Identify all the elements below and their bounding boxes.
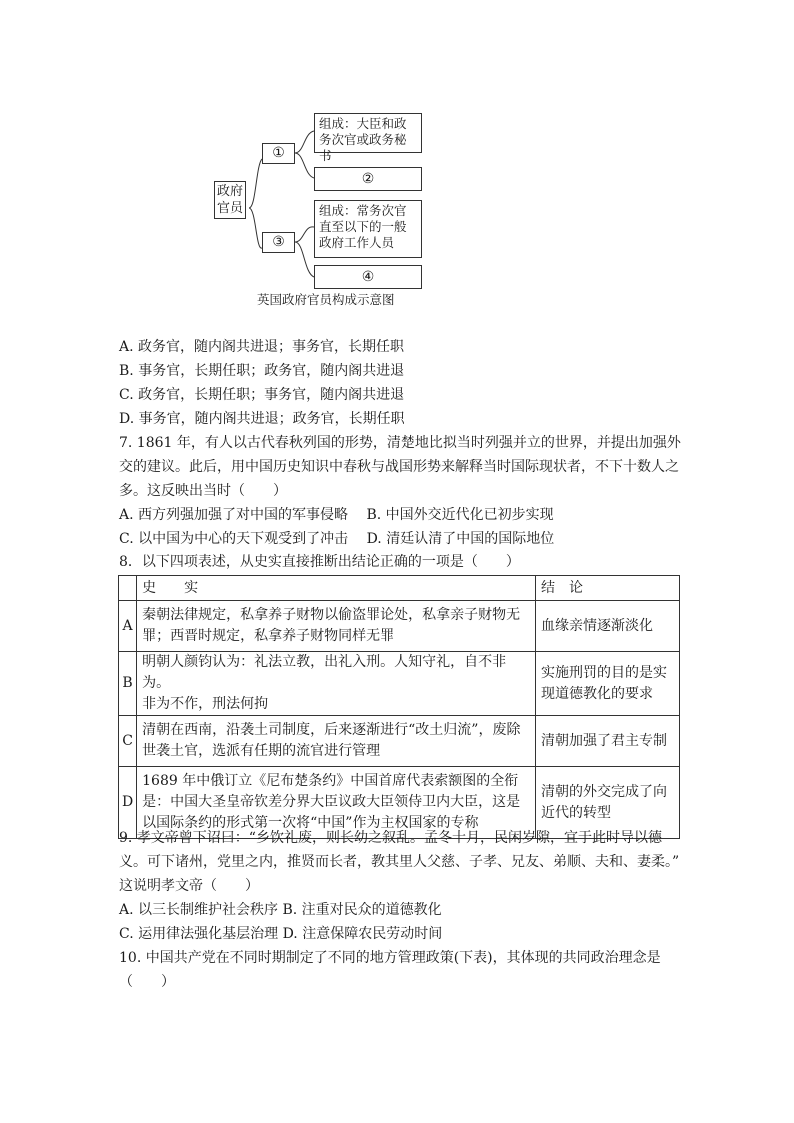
table-row-a <box>119 601 680 652</box>
q8-table-header <box>119 576 680 601</box>
node-2: ② <box>314 167 422 191</box>
fact-line: 非为不作，刑法何拘 <box>142 696 269 712</box>
row-label: D <box>119 767 137 839</box>
fact-line: 是：中国大圣皇帝钦差分界大臣议政大臣领侍卫内大臣，这是 <box>142 794 521 810</box>
q7-stem-line-1: 7. 1861 年，有人以古代春秋列国的形势，清楚地比拟当时列强并立的世界，并提出加强外 <box>119 435 681 451</box>
result-line: 清朝加强了君主专制 <box>540 732 667 749</box>
q6-option-c: C. 政务官，长期任职；事务官，随内阁共进退 <box>119 387 405 403</box>
header-label-cell <box>119 576 137 601</box>
row-result <box>535 601 679 652</box>
q6-option-d: D. 事务官，随内阁共进退；政务官，长期任职 <box>119 411 405 427</box>
fact-line: 明朝人颜钧认为：礼法立教，出礼入刑。人知守礼，自不非为。 <box>142 654 507 691</box>
q9-stem-line-1: 9. 孝文帝曾下诏曰：“乡饮礼废，则长幼之叙乱。孟冬十月，民闲岁隙，宜于此时导以德 <box>119 830 662 846</box>
row-result <box>535 716 679 767</box>
result-line: 实施刑罚的目的是实 <box>540 664 667 681</box>
q7-stem-line-2: 交的建议。此后，用中国历史知识中春秋与战国形势来解释当时国际现状者，不下十数人之 <box>119 459 679 475</box>
node-3: ③ <box>262 232 295 253</box>
q9-options-row-2: C. 运用律法强化基层治理 D. 注意保障农民劳动时间 <box>119 926 443 942</box>
fact-line: 罪；西晋时规定，私拿养子财物同样无罪 <box>142 628 395 644</box>
q9-options-row-1: A. 以三长制维护社会秩序 B. 注重对民众的道德教化 <box>119 902 442 918</box>
header-fact: 史 实 <box>137 576 536 601</box>
result-line: 血缘亲情逐渐淡化 <box>540 617 653 634</box>
table-row-b <box>119 652 680 716</box>
row-label: A <box>119 601 137 652</box>
row-fact <box>137 601 536 652</box>
node-1: ① <box>262 143 295 164</box>
q7-options-row-1: A. 西方列强加强了对中国的军事侵略 B. 中国外交近代化已初步实现 <box>119 507 554 523</box>
node-1-desc: 组成：大臣和政务次官或政务秘书 <box>314 113 422 153</box>
result-line: 现道德教化的要求 <box>540 685 653 702</box>
node-4: ④ <box>314 265 422 289</box>
q6-option-a: A. 政务官，随内阁共进退；事务官，长期任职 <box>119 339 405 355</box>
fact-line: 秦朝法律规定，私拿养子财物以偷盗罪论处，私拿亲子财物无 <box>142 607 521 623</box>
q8-table <box>118 575 680 839</box>
q9-stem-line-2: 义。可下诸州，党里之内，推贤而长者，教其里人父慈、子孝、兄友、弟顺、夫和、妻柔。” <box>119 854 680 870</box>
q8-stem: 8．以下四项表述，从史实直接推断出结论正确的一项是（ ） <box>119 554 520 570</box>
result-line: 清朝的外交完成了向 <box>540 783 667 800</box>
q10-stem-line-1: 10. 中国共产党在不同时期制定了不同的地方管理政策(下表)，其体现的共同政治理念是 <box>119 950 661 966</box>
row-result <box>535 652 679 716</box>
table-row-c <box>119 716 680 767</box>
diagram-caption: 英国政府官员构成示意图 <box>257 292 395 307</box>
row-label: B <box>119 652 137 716</box>
fact-line: 清朝在西南，沿袭土司制度，后来逐渐进行“改土归流”，废除 <box>142 722 521 738</box>
row-fact <box>137 716 536 767</box>
result-line: 近代的转型 <box>540 804 611 821</box>
root-box-government-officials: 政府官员 <box>214 181 246 219</box>
header-result: 结 论 <box>535 576 679 601</box>
q9-stem-line-3: 这说明孝文帝（ ） <box>119 878 259 894</box>
civil-servant-diagram <box>200 105 440 315</box>
row-fact <box>137 652 536 716</box>
q7-options-row-2: C. 以中国为中心的天下观受到了冲击 D. 清廷认清了中国的国际地位 <box>119 531 555 547</box>
fact-line: 世袭土官，选派有任期的流官进行管理 <box>142 743 381 759</box>
q10-stem-line-2: （ ） <box>119 974 175 990</box>
fact-line: 1689 年中俄订立《尼布楚条约》中国首席代表索额图的全衔 <box>142 773 519 789</box>
row-label: C <box>119 716 137 767</box>
fact-line: 以国际条约的形式第一次将“中国”作为主权国家的专称 <box>142 815 479 831</box>
node-3-desc: 组成：常务次官直至以下的一般政府工作人员 <box>314 200 422 258</box>
q7-stem-line-3: 多。这反映出当时（ ） <box>119 483 287 499</box>
q6-option-b: B. 事务官，长期任职；政务官，随内阁共进退 <box>119 363 405 379</box>
